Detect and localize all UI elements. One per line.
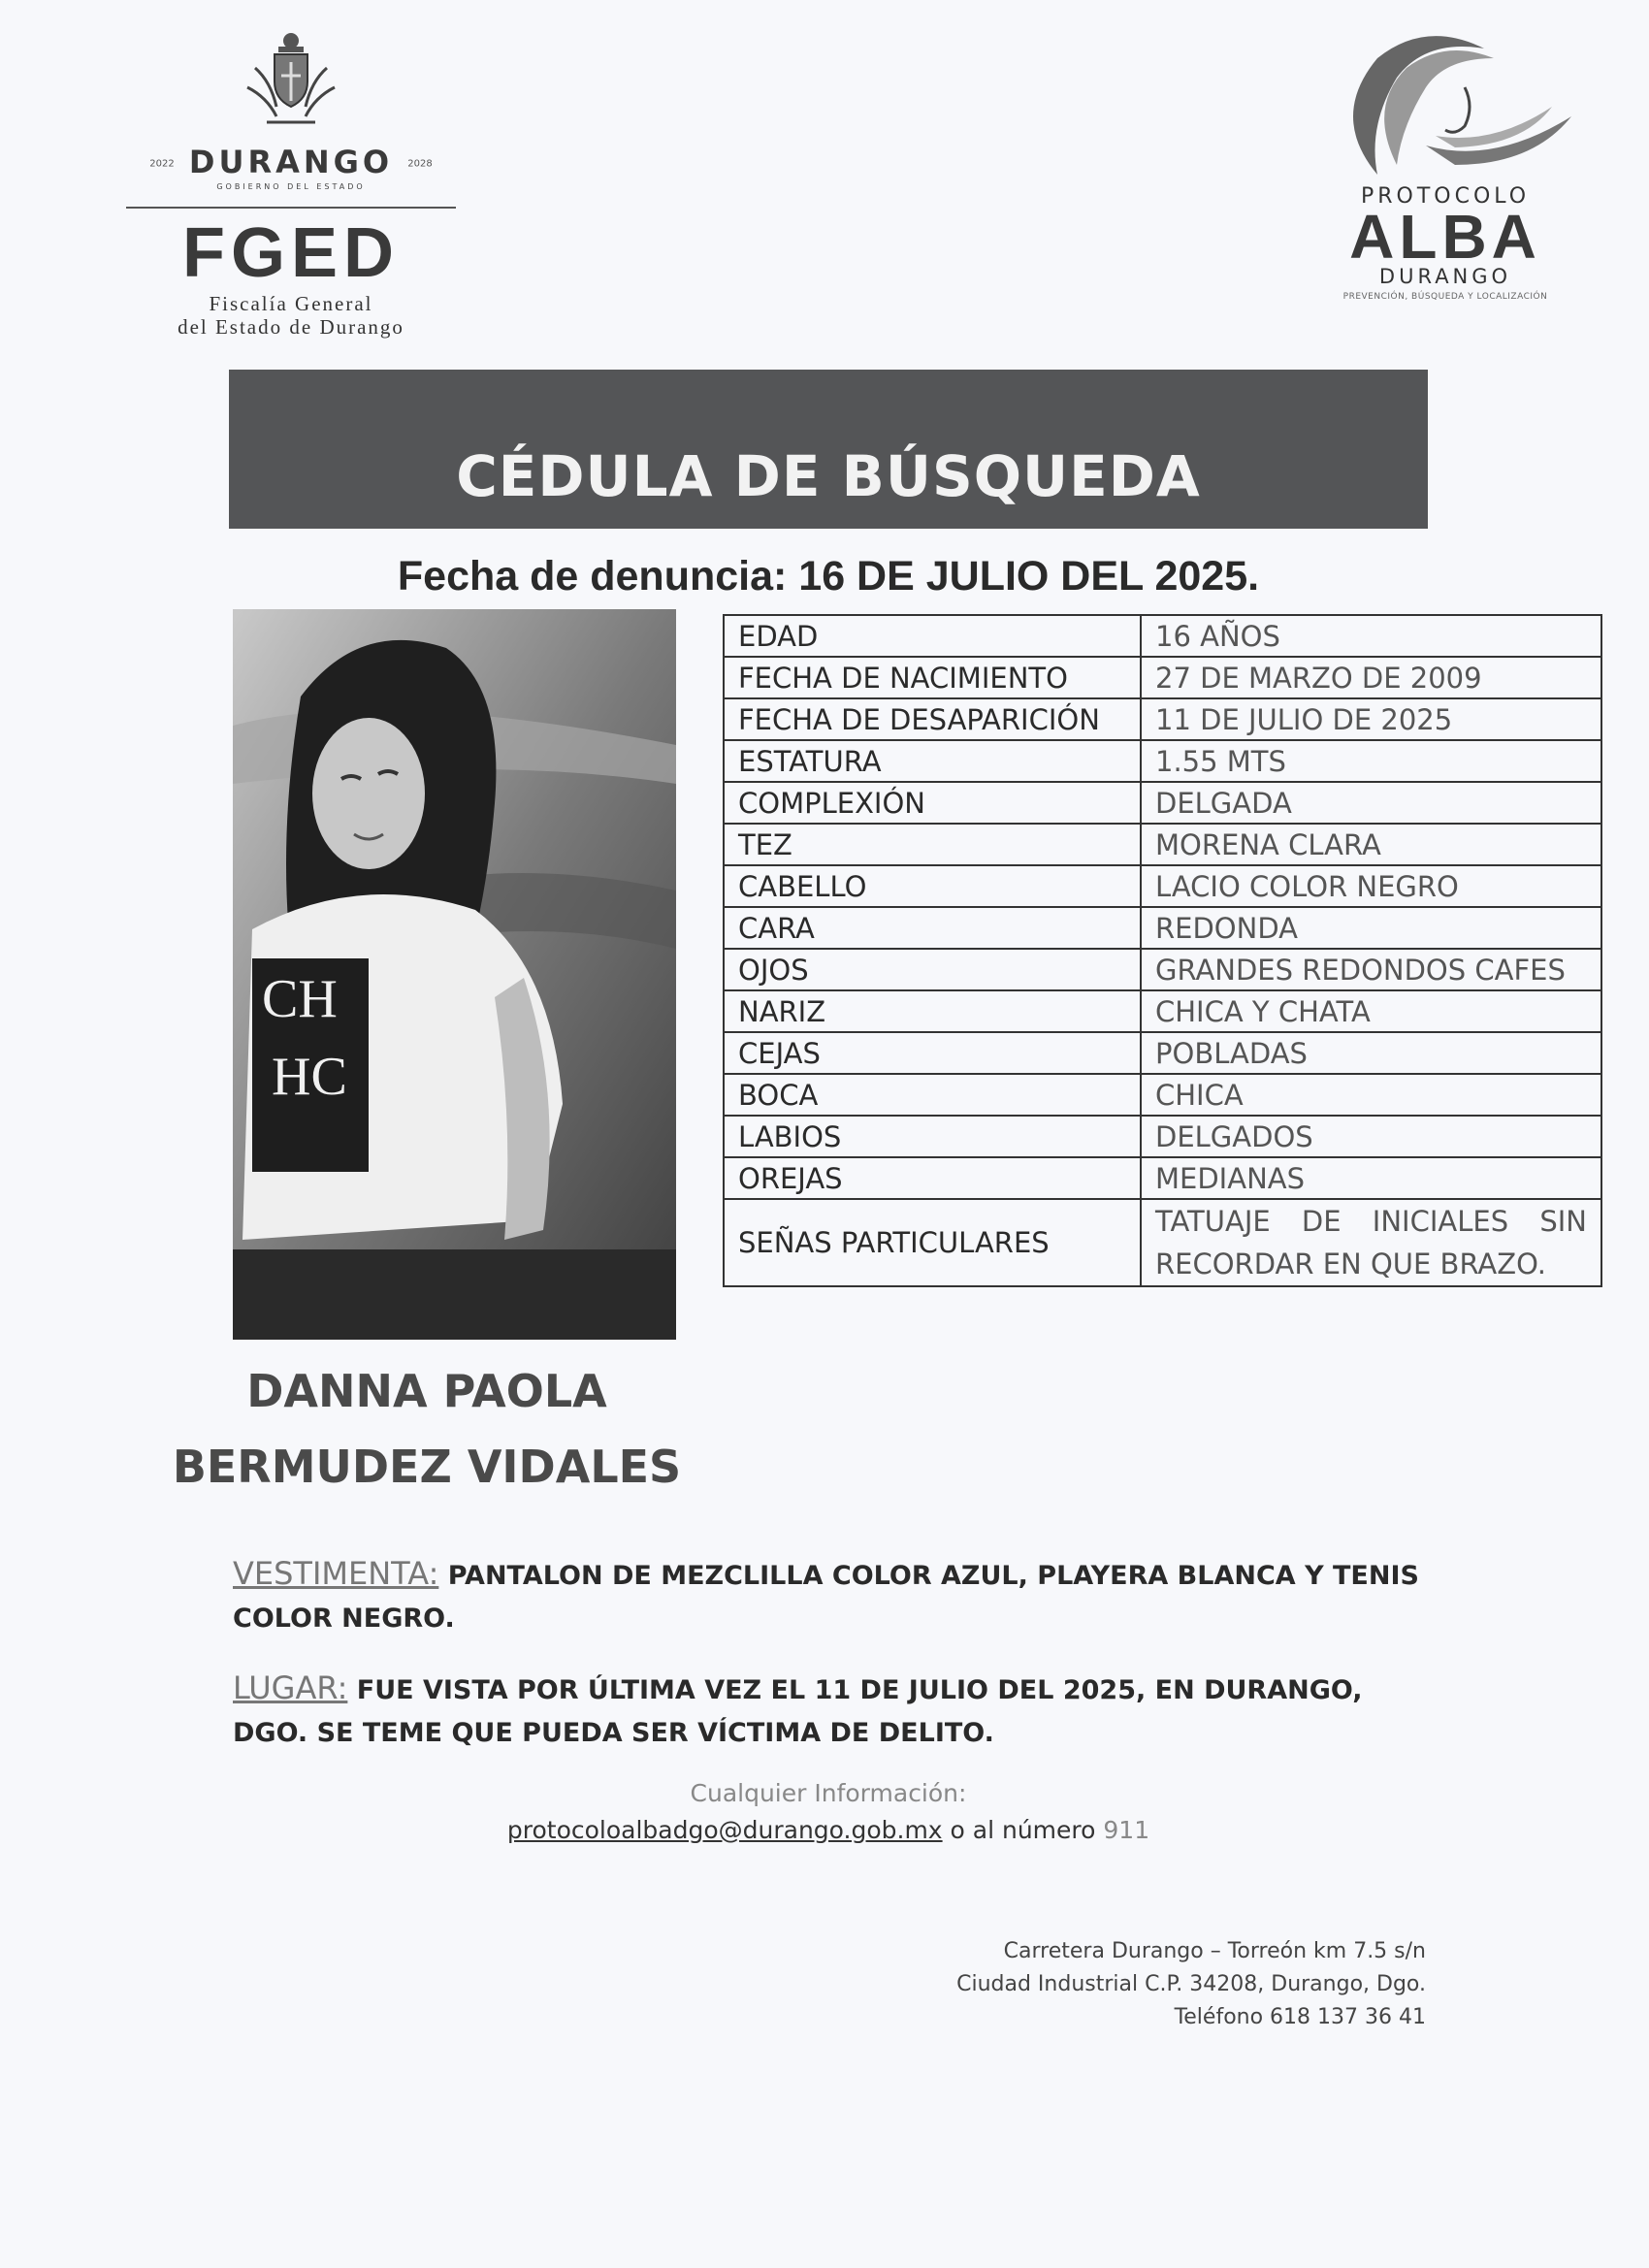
detail-value: GRANDES REDONDOS CAFES bbox=[1141, 949, 1601, 990]
shirt-text-1: CH bbox=[262, 969, 338, 1029]
table-row bbox=[724, 782, 1601, 824]
detail-value: 16 AÑOS bbox=[1141, 615, 1601, 657]
table-row bbox=[724, 1032, 1601, 1074]
missing-person-photo bbox=[233, 609, 676, 1340]
table-row bbox=[724, 907, 1601, 949]
fged-logo bbox=[116, 29, 466, 339]
logo-durango: DURANGO bbox=[1378, 265, 1512, 288]
person-name-line2: BERMUDEZ VIDALES bbox=[172, 1441, 682, 1493]
table-row bbox=[724, 657, 1601, 698]
detail-label: COMPLEXIÓN bbox=[724, 782, 1141, 824]
detail-label: ESTATURA bbox=[724, 740, 1141, 782]
detail-label: NARIZ bbox=[724, 990, 1141, 1032]
table-row bbox=[724, 865, 1601, 907]
detail-value: CHICA Y CHATA bbox=[1141, 990, 1601, 1032]
detail-label: SEÑAS PARTICULARES bbox=[724, 1199, 1141, 1286]
logo-alba: ALBA bbox=[1349, 202, 1541, 272]
logo-state: DURANGO bbox=[188, 144, 394, 180]
detail-value: DELGADA bbox=[1141, 782, 1601, 824]
detail-label: FECHA DE NACIMIENTO bbox=[724, 657, 1141, 698]
address-block bbox=[844, 1935, 1426, 2034]
table-row bbox=[724, 824, 1601, 865]
logo-year-start: 2022 bbox=[149, 158, 175, 170]
clothing-heading: VESTIMENTA: bbox=[233, 1555, 439, 1592]
detail-label: CABELLO bbox=[724, 865, 1141, 907]
place-heading: LUGAR: bbox=[233, 1669, 348, 1706]
detail-label: BOCA bbox=[724, 1074, 1141, 1116]
contact-number: 911 bbox=[1103, 1816, 1150, 1844]
detail-value: MORENA CLARA bbox=[1141, 824, 1601, 865]
detail-label: LABIOS bbox=[724, 1116, 1141, 1157]
title-banner bbox=[229, 370, 1428, 529]
logo-line2: del Estado de Durango bbox=[178, 315, 404, 339]
table-row bbox=[724, 615, 1601, 657]
person-details-table bbox=[723, 614, 1602, 1287]
person-name bbox=[146, 1353, 708, 1505]
clothing-text: PANTALON DE MEZCLILLA COLOR AZUL, PLAYERA BLANCA Y TENIS COLOR NEGRO. bbox=[233, 1561, 1419, 1634]
detail-value: 27 DE MARZO DE 2009 bbox=[1141, 657, 1601, 698]
detail-label: FECHA DE DESAPARICIÓN bbox=[724, 698, 1141, 740]
logo-state-name bbox=[116, 144, 466, 180]
address-phone: Teléfono 618 137 36 41 bbox=[1174, 2005, 1426, 2029]
table-row bbox=[724, 1116, 1601, 1157]
page-title: CÉDULA DE BÚSQUEDA bbox=[456, 443, 1201, 509]
detail-label: EDAD bbox=[724, 615, 1141, 657]
detail-label: TEZ bbox=[724, 824, 1141, 865]
table-row bbox=[724, 1199, 1601, 1286]
detail-label: OJOS bbox=[724, 949, 1141, 990]
contact-section bbox=[229, 1775, 1428, 1849]
table-row bbox=[724, 949, 1601, 990]
logo-protocol: PROTOCOLO bbox=[1360, 184, 1531, 209]
place-section bbox=[233, 1667, 1428, 1755]
table-row bbox=[724, 1157, 1601, 1199]
detail-value: TATUAJE DE INICIALES SIN RECORDAR EN QUE BRAZO. bbox=[1141, 1199, 1601, 1286]
detail-value: REDONDA bbox=[1141, 907, 1601, 949]
detail-label: OREJAS bbox=[724, 1157, 1141, 1199]
table-row bbox=[724, 698, 1601, 740]
woman-hair-swirl-icon bbox=[1319, 29, 1581, 184]
detail-label: CARA bbox=[724, 907, 1141, 949]
report-date: Fecha de denuncia: 16 DE JULIO DEL 2025. bbox=[397, 553, 1260, 599]
logo-government: GOBIERNO DEL ESTADO bbox=[216, 182, 366, 191]
logo-acronym: FGED bbox=[181, 214, 400, 292]
detail-value: POBLADAS bbox=[1141, 1032, 1601, 1074]
protocolo-alba-logo bbox=[1300, 29, 1591, 330]
detail-value: MEDIANAS bbox=[1141, 1157, 1601, 1199]
logo-year-end: 2028 bbox=[407, 158, 433, 170]
contact-email-link[interactable]: protocoloalbadgo@durango.gob.mx bbox=[506, 1816, 943, 1844]
detail-value: DELGADOS bbox=[1141, 1116, 1601, 1157]
person-name-line1: DANNA PAOLA bbox=[246, 1365, 607, 1417]
detail-value: 1.55 MTS bbox=[1141, 740, 1601, 782]
address-line2: Ciudad Industrial C.P. 34208, Durango, Dgo. bbox=[956, 1972, 1426, 1996]
address-line1: Carretera Durango – Torreón km 7.5 s/n bbox=[1003, 1939, 1426, 1963]
detail-label: CEJAS bbox=[724, 1032, 1141, 1074]
shirt-text-2: HC bbox=[272, 1047, 347, 1107]
detail-value: CHICA bbox=[1141, 1074, 1601, 1116]
logo-line1: Fiscalía General bbox=[209, 292, 373, 315]
contact-heading: Cualquier Información: bbox=[690, 1779, 967, 1807]
table-row bbox=[724, 1074, 1601, 1116]
clothing-section bbox=[233, 1552, 1428, 1640]
table-row bbox=[724, 990, 1601, 1032]
state-emblem-icon bbox=[238, 29, 344, 136]
logo-tagline: PREVENCIÓN, BÚSQUEDA Y LOCALIZACIÓN bbox=[1342, 292, 1548, 302]
contact-connector: o al número bbox=[942, 1816, 1104, 1844]
detail-value: 11 DE JULIO DE 2025 bbox=[1141, 698, 1601, 740]
place-text: FUE VISTA POR ÚLTIMA VEZ EL 11 DE JULIO DEL 2025, EN DURANGO, DGO. SE TEME QUE PUEDA SER VÍCTIMA DE DELITO. bbox=[233, 1675, 1363, 1748]
logo-divider bbox=[126, 207, 456, 209]
table-row bbox=[724, 740, 1601, 782]
detail-value: LACIO COLOR NEGRO bbox=[1141, 865, 1601, 907]
